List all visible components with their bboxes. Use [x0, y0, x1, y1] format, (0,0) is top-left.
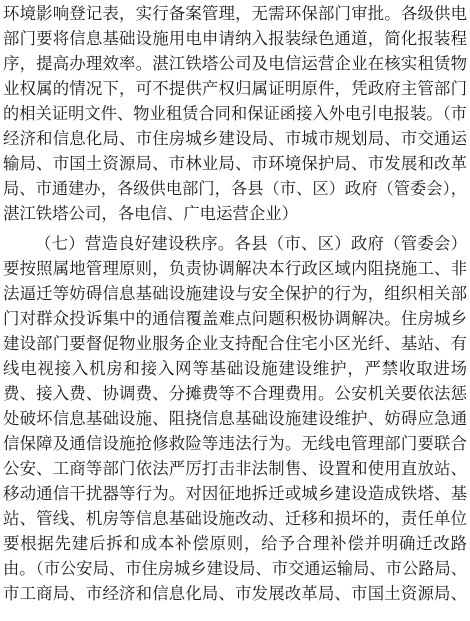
paragraph-line: 要按照属地管理原则，负责协调解决本行政区域内阻挠施工、非 — [3, 259, 467, 278]
paragraph-line: 要根据先建后拆和成本补偿原则，给予合理补偿并明确迁改路 — [3, 534, 467, 553]
paragraph-line: 环境影响登记表，实行备案管理，无需环保部门审批。各级供电 — [3, 4, 467, 23]
paragraph-line: 信保障及通信设施抢修救险等违法行为。无线电管理部门要联合 — [3, 434, 467, 453]
paragraph-line: 站、管线、机房等信息基础设施改动、迁移和损坏的，责任单位 — [3, 509, 467, 528]
paragraph-line: 法逼迁等妨碍信息基础设施建设与安全保护的行为，组织相关部 — [3, 284, 467, 303]
paragraph-line: 输局、市国土资源局、市林业局、市环境保护局、市发展和改革 — [3, 154, 467, 173]
paragraph-last-line: 湛江铁塔公司，各电信、广电运营企业） — [3, 204, 299, 223]
paragraph-line: 由。（市公安局、市住房城乡建设局、市交通运输局、市公路局、 — [3, 559, 467, 578]
paragraph-line: 移动通信干扰器等行为。对因征地拆迁或城乡建设造成铁塔、基 — [3, 484, 467, 503]
section-heading-line: （七）营造良好建设秩序。各县（市、区）政府（管委会） — [35, 234, 467, 253]
paragraph-line: 局、市通建办，各级供电部门，各县（市、区）政府（管委会）， — [3, 179, 467, 198]
paragraph-line: 业权属的情况下，可不提供产权归属证明原件，凭政府主管部门 — [3, 79, 467, 98]
paragraph-line: 部门要将信息基础设施用电申请纳入报装绿色通道，简化报装程 — [3, 29, 467, 48]
paragraph-line: 公安、工商等部门依法严厉打击非法制售、设置和使用直放站、 — [3, 459, 467, 478]
paragraph-line: 处破坏信息基础设施、阻挠信息基础设施建设维护、妨碍应急通 — [3, 409, 467, 428]
paragraph-line: 建设部门要督促物业服务企业支持配合住宅小区光纤、基站、有 — [3, 334, 467, 353]
paragraph-line: 经济和信息化局、市住房城乡建设局、市城市规划局、市交通运 — [3, 129, 467, 148]
paragraph-line: 的相关证明文件、物业租赁合同和保证函接入外电引电报装。（市 — [3, 104, 467, 123]
paragraph-line: 市工商局、市经济和信息化局、市发展改革局、市国土资源局、 — [3, 584, 467, 603]
paragraph-line: 线电视接入机房和接入网等基础设施建设维护，严禁收取进场 — [3, 359, 467, 378]
paragraph-line: 门对群众投诉集中的通信覆盖难点问题积极协调解决。住房城乡 — [3, 309, 467, 328]
paragraph-line: 序，提高办理效率。湛江铁塔公司及电信运营企业在核实租赁物 — [3, 54, 467, 73]
paragraph-line: 费、接入费、协调费、分摊费等不合理费用。公安机关要依法惩 — [3, 384, 467, 403]
